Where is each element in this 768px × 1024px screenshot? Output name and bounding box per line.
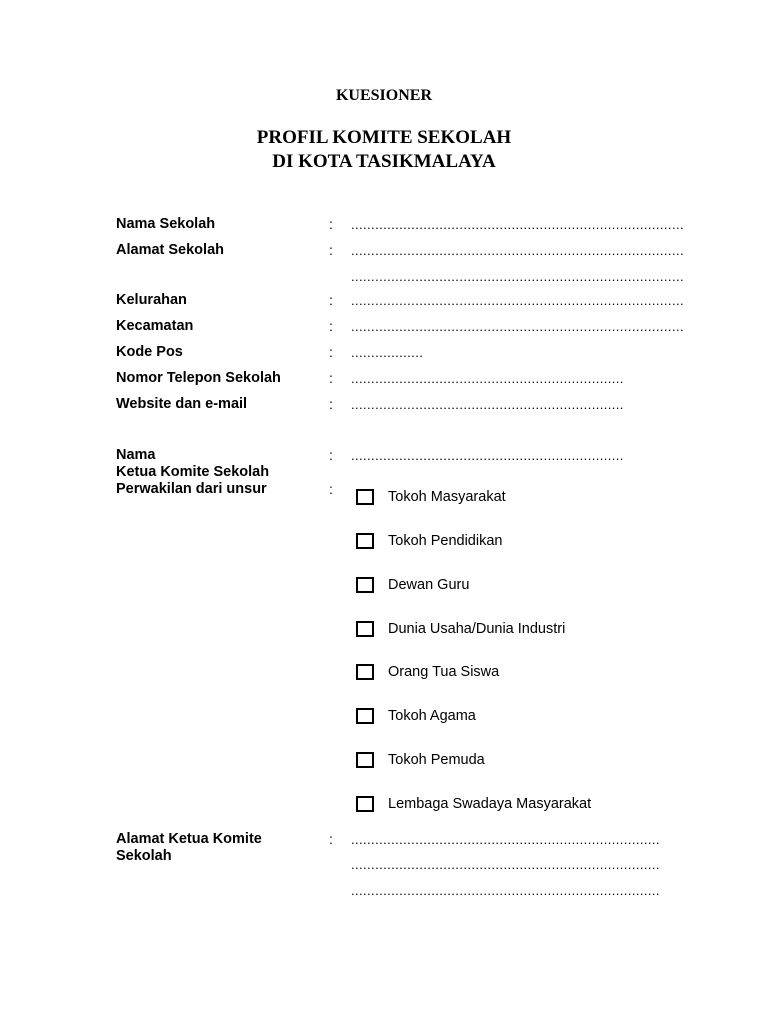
- option-label: Tokoh Pendidikan: [388, 533, 503, 549]
- checkbox[interactable]: [356, 621, 374, 637]
- field-label-alamat-ketua: Alamat Ketua Komite: [116, 831, 262, 847]
- option-lembaga-swadaya[interactable]: [356, 793, 592, 815]
- field-label-kelurahan: Kelurahan: [116, 292, 187, 308]
- field-label-alamat-sekolah: Alamat Sekolah: [116, 242, 224, 258]
- checkbox[interactable]: [356, 796, 374, 812]
- option-label: Dunia Usaha/Dunia Industri: [388, 621, 566, 637]
- option-label: Tokoh Masyarakat: [388, 489, 506, 505]
- field-value-alamat-sekolah[interactable]: ...................................................................................: [351, 243, 684, 258]
- field-value-kelurahan[interactable]: ...................................................................................: [351, 293, 684, 308]
- profile-title-line1: PROFIL KOMITE SEKOLAH: [256, 127, 512, 148]
- field-separator: :: [329, 292, 333, 308]
- option-label: Lembaga Swadaya Masyarakat: [388, 796, 592, 812]
- field-value-nama-sekolah[interactable]: ...................................................................................: [351, 217, 684, 232]
- option-tokoh-masyarakat[interactable]: [356, 486, 506, 508]
- checkbox[interactable]: [356, 664, 374, 680]
- option-dunia-usaha[interactable]: [356, 618, 566, 640]
- field-label-website-email: Website dan e-mail: [116, 396, 248, 412]
- profile-title-line2: DI KOTA TASIKMALAYA: [272, 151, 496, 172]
- field-separator: :: [329, 481, 333, 497]
- checkbox[interactable]: [356, 489, 374, 505]
- field-label-kecamatan: Kecamatan: [116, 318, 194, 334]
- field-separator: :: [329, 242, 333, 258]
- option-tokoh-agama[interactable]: [356, 705, 476, 727]
- field-value-kecamatan[interactable]: ...................................................................................: [351, 319, 684, 334]
- checkbox[interactable]: [356, 752, 374, 768]
- option-label: Orang Tua Siswa: [388, 664, 500, 680]
- option-dewan-guru[interactable]: [356, 574, 470, 596]
- field-label-alamat-ketua-line2: Sekolah: [116, 848, 172, 864]
- field-value-alamat-ketua-line3[interactable]: .............................................................................: [351, 883, 660, 898]
- field-separator: :: [329, 370, 333, 386]
- questionnaire-title: KUESIONER: [335, 87, 433, 104]
- field-separator: :: [329, 344, 333, 360]
- checkbox[interactable]: [356, 577, 374, 593]
- field-value-website-email[interactable]: ....................................................................: [351, 397, 624, 412]
- field-value-alamat-sekolah-line2[interactable]: ...................................................................................: [351, 269, 684, 284]
- field-label-nomor-telepon: Nomor Telepon Sekolah: [116, 370, 281, 386]
- option-label: Tokoh Pemuda: [388, 752, 485, 768]
- field-value-kode-pos[interactable]: ..................: [351, 345, 424, 360]
- field-separator: :: [329, 447, 333, 463]
- field-value-alamat-ketua[interactable]: .............................................................................: [351, 832, 660, 847]
- field-value-nomor-telepon[interactable]: ....................................................................: [351, 371, 624, 386]
- field-separator: :: [329, 318, 333, 334]
- field-label-nama-ketua: Nama: [116, 447, 156, 463]
- field-value-alamat-ketua-line2[interactable]: .............................................................................: [351, 857, 660, 872]
- field-separator: :: [329, 216, 333, 232]
- option-tokoh-pemuda[interactable]: [356, 749, 485, 771]
- field-value-nama-ketua[interactable]: ....................................................................: [351, 448, 624, 463]
- checkbox[interactable]: [356, 708, 374, 724]
- field-label-ketua-komite: Ketua Komite Sekolah: [116, 464, 270, 480]
- option-tokoh-pendidikan[interactable]: [356, 530, 503, 552]
- field-separator: :: [329, 831, 333, 847]
- checkbox[interactable]: [356, 533, 374, 549]
- option-label: Dewan Guru: [388, 577, 470, 593]
- field-label-nama-sekolah: Nama Sekolah: [116, 216, 216, 232]
- option-orang-tua-siswa[interactable]: [356, 661, 500, 683]
- field-label-perwakilan: Perwakilan dari unsur: [116, 481, 267, 497]
- field-separator: :: [329, 396, 333, 412]
- field-label-kode-pos: Kode Pos: [116, 344, 183, 360]
- option-label: Tokoh Agama: [388, 708, 476, 724]
